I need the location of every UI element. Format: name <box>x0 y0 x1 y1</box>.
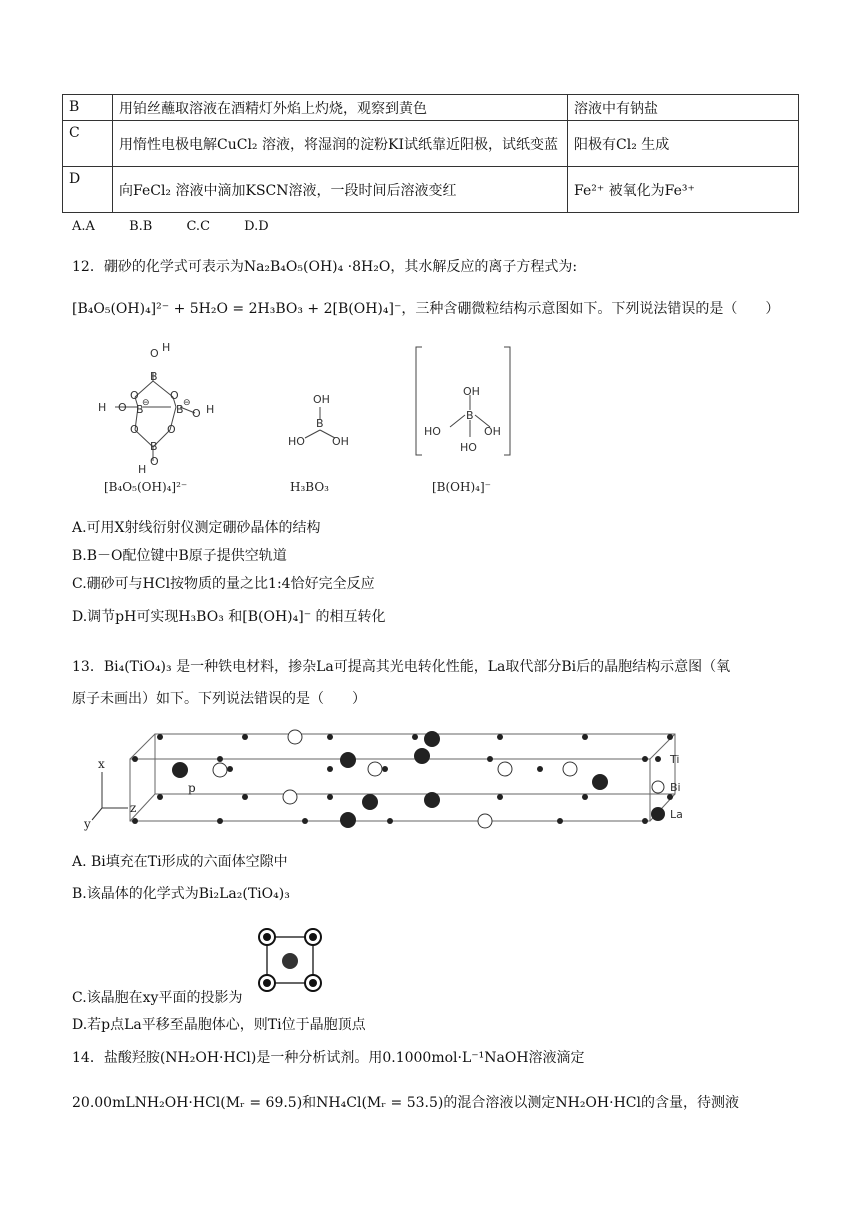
svg-text:HO: HO <box>460 441 477 454</box>
svg-text:OH: OH <box>313 393 330 406</box>
crystal-cell-figure <box>70 722 700 837</box>
svg-text:HO: HO <box>424 425 441 438</box>
row-key: D <box>63 167 113 213</box>
legend <box>651 753 683 821</box>
answer-a: A.A <box>72 219 95 234</box>
svg-text:⊖: ⊖ <box>183 398 191 408</box>
table-row <box>63 121 799 167</box>
bi-atoms <box>213 730 577 828</box>
q13-stem-line2: 原子未画出）如下。下列说法错误的是（ ） <box>72 691 366 707</box>
cell-box <box>130 734 675 821</box>
answer-b: B.B <box>129 219 153 234</box>
legend-la: La <box>670 808 683 821</box>
row-operation: 用惰性电极电解CuCl₂ 溶液，将湿润的淀粉KI试纸靠近阳极，试纸变蓝 <box>113 121 568 167</box>
caption-borate: [B(OH)₄]⁻ <box>432 480 491 494</box>
q12-stem: 12．硼砂的化学式可表示为Na₂B₄O₅(OH)₄ ·8H₂O，其水解反应的离子方程式为: <box>72 259 578 275</box>
caption-borax-anion: [B₄O₅(OH)₄]²⁻ <box>104 480 188 494</box>
svg-text:O: O <box>150 347 159 360</box>
q13-stem-line1: 13．Bi₄(TiO₄)₃ 是一种铁电材料，掺杂La可提高其光电转化性能，La取代部分Bi后的晶胞结构示意图（氧 <box>72 659 731 675</box>
q12-option-b: B.B－O配位键中B原子提供空轨道 <box>72 548 287 564</box>
svg-text:O: O <box>118 401 127 414</box>
svg-text:O: O <box>130 423 139 436</box>
row-conclusion: 阳极有Cl₂ 生成 <box>568 121 799 167</box>
answer-c: C.C <box>186 219 211 234</box>
q12-option-a: A.可用X射线衍射仪测定硼砂晶体的结构 <box>72 520 321 536</box>
svg-text:H: H <box>162 341 171 354</box>
q12-option-d: D.调节pH可实现H₃BO₃ 和[B(OH)₄]⁻ 的相互转化 <box>72 609 386 625</box>
structure-atom-labels <box>98 341 501 476</box>
svg-text:O: O <box>170 389 179 402</box>
svg-text:B: B <box>150 370 158 383</box>
options-table <box>62 94 799 213</box>
projection-figure <box>255 925 327 1000</box>
q13-option-c: C.该晶胞在xy平面的投影为 <box>72 990 243 1006</box>
row-operation: 用铂丝蘸取溶液在酒精灯外焰上灼烧，观察到黄色 <box>113 95 568 121</box>
q11-answers <box>72 219 299 234</box>
legend-bi: Bi <box>670 781 681 794</box>
row-conclusion: 溶液中有钠盐 <box>568 95 799 121</box>
q14-stem-line1: 14．盐酸羟胺(NH₂OH·HCl)是一种分析试剂。用0.1000mol·L⁻¹NaOH溶液滴定 <box>72 1050 585 1066</box>
row-conclusion: Fe²⁺ 被氧化为Fe³⁺ <box>568 167 799 213</box>
svg-text:HO: HO <box>288 435 305 448</box>
svg-text:O: O <box>130 389 139 402</box>
la-atoms <box>172 731 608 828</box>
point-p-label: p <box>188 781 196 795</box>
axes <box>92 772 128 820</box>
row-key: B <box>63 95 113 121</box>
boron-structures-figure <box>80 335 540 505</box>
svg-text:B: B <box>316 417 324 430</box>
axis-z-label: z <box>130 801 137 815</box>
axis-y-label: y <box>84 817 91 831</box>
svg-text:B: B <box>136 403 144 416</box>
svg-text:O: O <box>167 423 176 436</box>
q13-option-a: A. Bi填充在Ti形成的六面体空隙中 <box>72 854 288 870</box>
svg-text:OH: OH <box>463 385 480 398</box>
svg-text:OH: OH <box>332 435 349 448</box>
q12-equation: [B₄O₅(OH)₄]²⁻ + 5H₂O = 2H₃BO₃ + 2[B(OH)₄]⁻，三种含硼微粒结构示意图如下。下列说法错误的是（ ） <box>72 301 780 317</box>
axis-x-label: x <box>98 757 105 771</box>
answer-d: D.D <box>244 219 269 234</box>
svg-text:B: B <box>466 409 474 422</box>
q13-option-b: B.该晶体的化学式为Bi₂La₂(TiO₄)₃ <box>72 886 290 902</box>
svg-text:O: O <box>150 455 159 468</box>
table-row <box>63 167 799 213</box>
svg-text:H: H <box>98 401 107 414</box>
ti-atoms <box>132 734 673 824</box>
q14-stem-line2: 20.00mLNH₂OH·HCl(Mᵣ = 69.5)和NH₄Cl(Mᵣ = 53.5)的混合溶液以测定NH₂OH·HCl的含量，待测液 <box>72 1095 739 1111</box>
svg-text:H: H <box>138 463 147 476</box>
svg-text:OH: OH <box>484 425 501 438</box>
legend-ti: Ti <box>670 753 680 766</box>
q12-option-c: C.硼砂可与HCl按物质的量之比1:4恰好完全反应 <box>72 576 375 592</box>
svg-text:O: O <box>192 407 201 420</box>
atoms <box>132 730 673 828</box>
svg-text:⊖: ⊖ <box>142 398 150 408</box>
row-operation: 向FeCl₂ 溶液中滴加KSCN溶液，一段时间后溶液变红 <box>113 167 568 213</box>
caption-boric-acid: H₃BO₃ <box>290 480 329 494</box>
table-row <box>63 95 799 121</box>
row-key: C <box>63 121 113 167</box>
q13-option-d: D.若p点La平移至晶胞体心，则Ti位于晶胞顶点 <box>72 1017 366 1033</box>
svg-text:B: B <box>176 403 184 416</box>
svg-text:H: H <box>206 403 215 416</box>
svg-text:B: B <box>150 440 158 453</box>
